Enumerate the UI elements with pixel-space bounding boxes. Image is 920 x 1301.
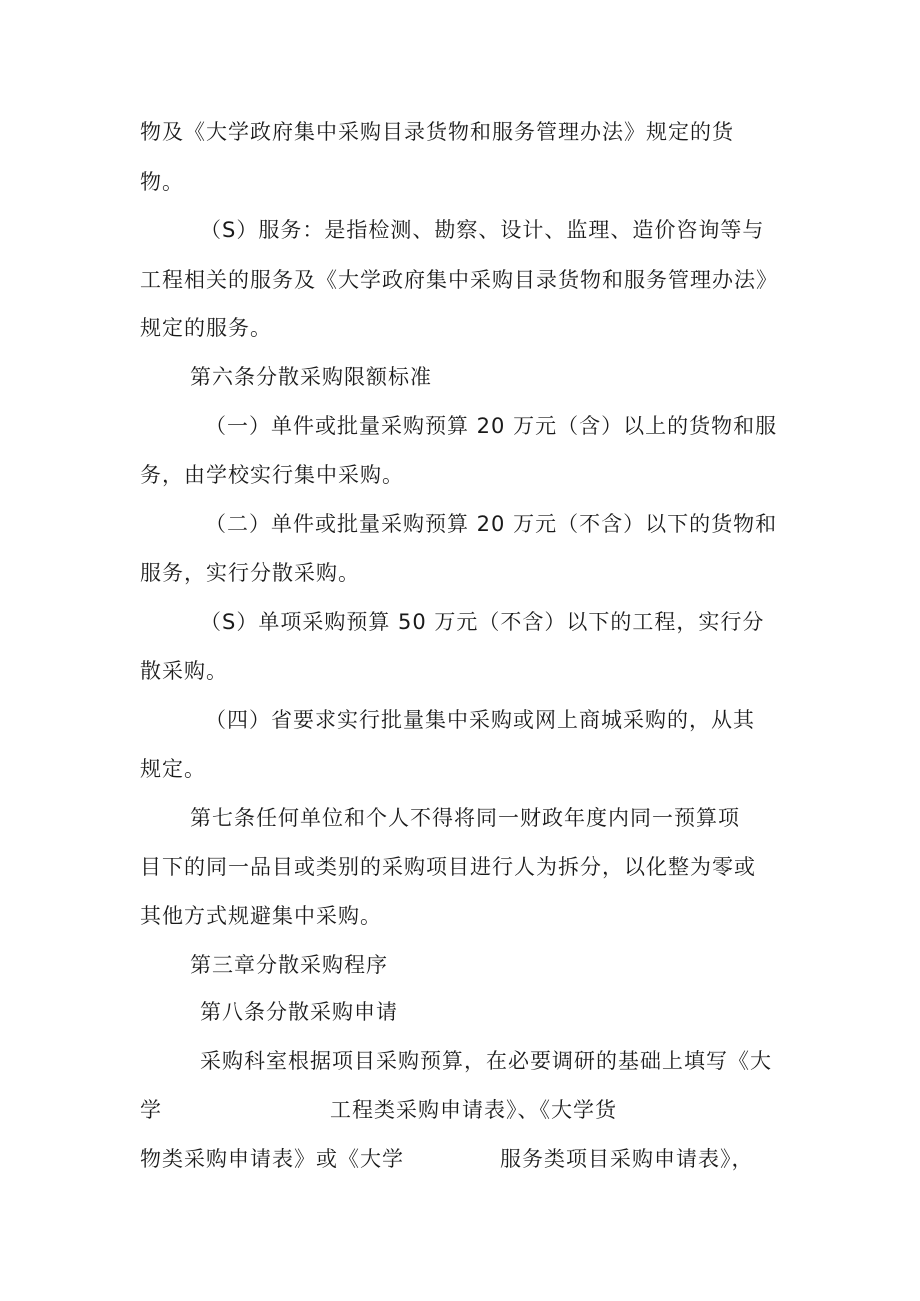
text-line: 工程相关的服务及《大学政府集中采购目录货物和服务管理办法》 — [140, 268, 778, 292]
chapter-heading: 第三章分散采购程序 — [190, 953, 388, 977]
text-line: 物类采购申请表》或《大学 — [140, 1147, 404, 1171]
text-line: 工程类采购申请表》、《大学货 — [330, 1098, 617, 1122]
text-line: 规定的服务。 — [140, 316, 272, 340]
text-line: 服务，实行分散采购。 — [140, 561, 360, 585]
text-line: （二）单件或批量采购预算 20 万元（不含）以下的货物和 — [205, 512, 778, 536]
text-line: 规定。 — [140, 757, 206, 781]
text-line: （S）单项采购预算 50 万元（不含）以下的工程，实行分 — [200, 610, 765, 634]
text-line: （一）单件或批量采购预算 20 万元（含）以上的货物和服 — [205, 414, 778, 438]
text-line: 目下的同一品目或类别的采购项目进行人为拆分，以化整为零或 — [140, 855, 756, 879]
text-line: （S）服务：是指检测、勘察、设计、监理、造价咨询等与 — [200, 218, 765, 242]
text-line: 物及《大学政府集中采购目录货物和服务管理办法》规定的货 — [140, 120, 734, 144]
article-heading: 第八条分散采购申请 — [200, 1000, 398, 1024]
text-line: 散采购。 — [140, 659, 228, 683]
text-line: 务，由学校实行集中采购。 — [140, 463, 404, 487]
text-line: 物。 — [140, 170, 184, 194]
article-heading: 第六条分散采购限额标准 — [190, 365, 432, 389]
text-line: 采购科室根据项目采购预算，在必要调研的基础上填写《大 — [200, 1049, 772, 1073]
text-line: （四）省要求实行批量集中采购或网上商城采购的，从其 — [205, 708, 755, 732]
text-line: 其他方式规避集中采购。 — [140, 904, 382, 928]
text-line: 第七条任何单位和个人不得将同一财政年度内同一预算项 — [190, 806, 740, 830]
text-line: 学 — [140, 1098, 162, 1122]
text-line: 服务类项目采购申请表》， — [500, 1147, 754, 1171]
